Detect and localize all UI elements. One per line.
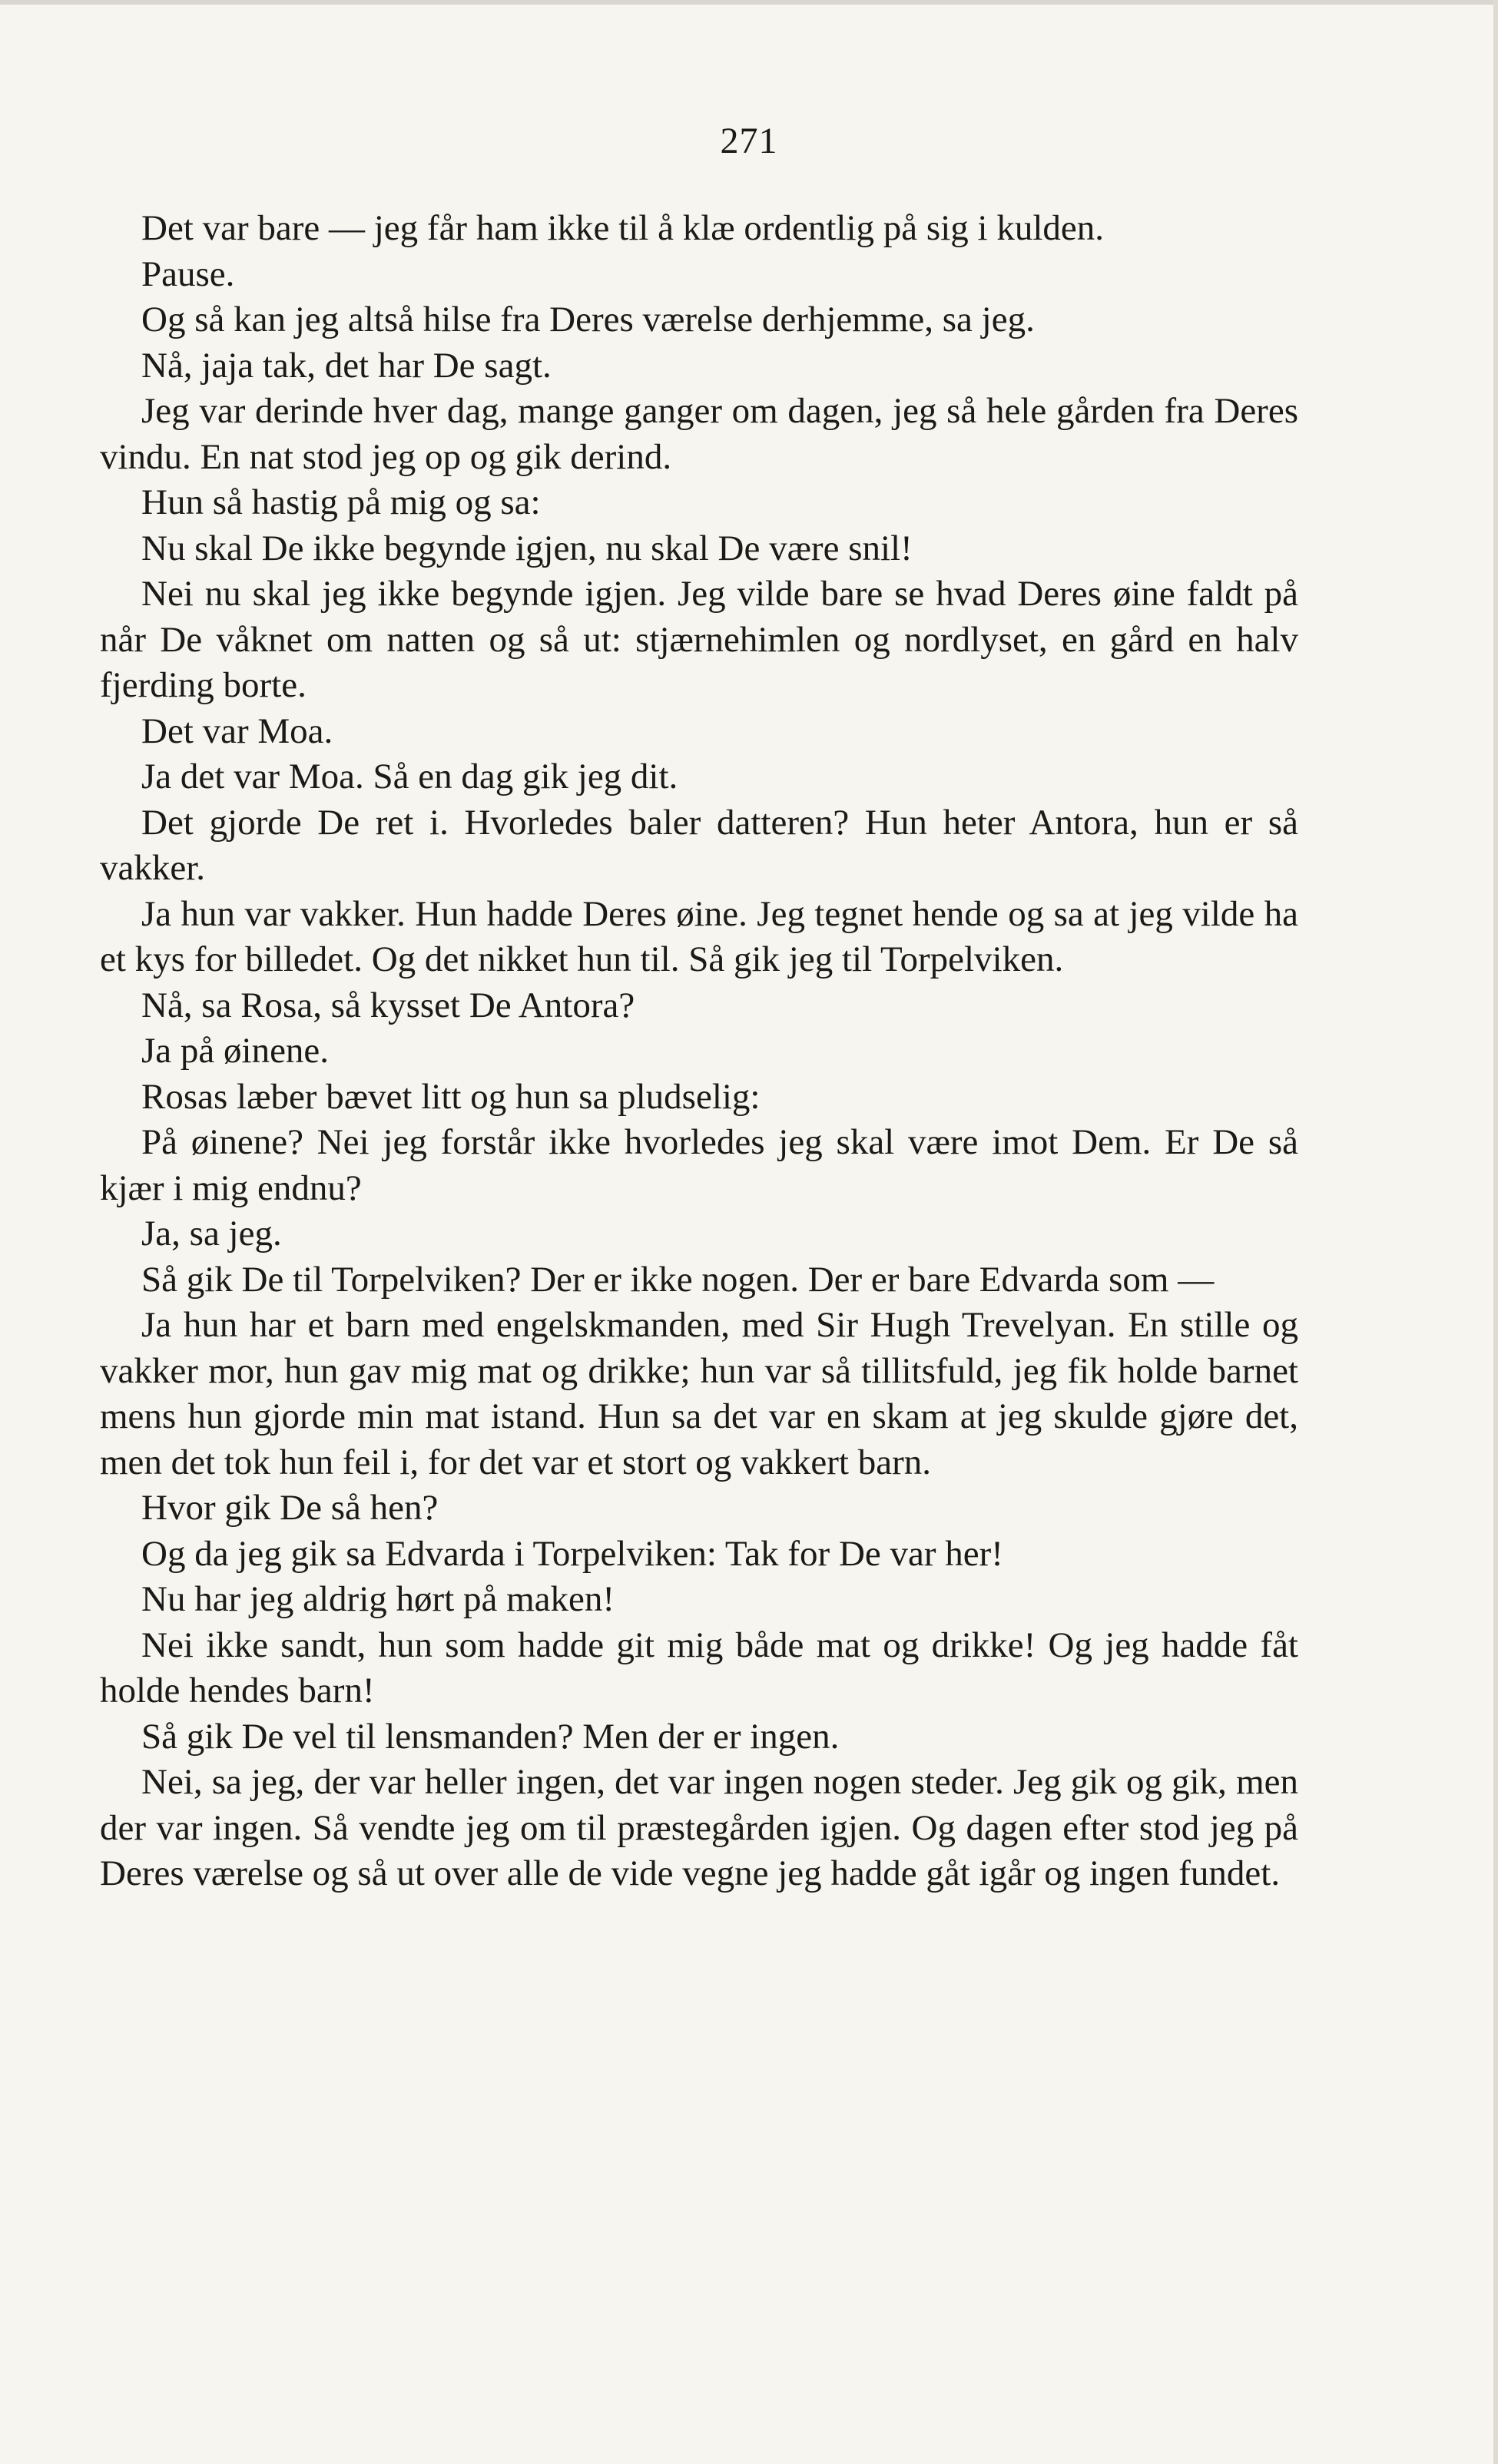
paragraph-19: Ja hun har et barn med engelskmanden, med Sir Hugh Trevelyan. En stille og vakker mor, hun gav mig mat og drikke; hun var så tillitsfuld, jeg fik holde barnet mens hun gjorde min mat istand. Hun sa det var en skam at jeg skulde gjøre det, men det tok hun feil i, for det var et stort og vakkert barn. [100,1305,1298,1482]
paragraph-6: Hun så hastig på mig og sa: [141,482,541,522]
page-number: 271 [720,121,778,161]
page-edge-right [1493,0,1498,2464]
paragraph-4: Nå, jaja tak, det har De sagt. [141,345,552,386]
paragraph-25: Nei, sa jeg, der var heller ingen, det var ingen nogen steder. Jeg gik og gik, men der var ingen. Så vendte jeg om til præstegården igjen. Og dagen efter stod jeg på Deres værelse og så ut over alle de vide vegne jeg hadde gåt igår og ingen fundet. [100,1762,1298,1893]
paragraph-24: Så gik De vel til lensmanden? Men der er ingen. [141,1716,840,1757]
paragraph-3: Og så kan jeg altså hilse fra Deres værelse derhjemme, sa jeg. [141,300,1035,339]
paragraph-9: Det var Moa. [141,710,333,751]
paragraph-14: Ja på øinene. [141,1031,330,1071]
paragraph-5: Jeg var derinde hver dag, mange ganger om dagen, jeg så hele gården fra Deres vindu. En nat stod jeg op og gik derind. [100,391,1298,477]
page-edge-top [0,0,1498,5]
paragraph-17: Ja, sa jeg. [141,1214,282,1254]
paragraph-2: Pause. [141,253,235,294]
paragraph-13: Nå, sa Rosa, så kysset De Antora? [141,985,635,1025]
paragraph-21: Og da jeg gik sa Edvarda i Torpelviken: Tak for De var her! [141,1533,1003,1574]
paragraph-11: Det gjorde De ret i. Hvorledes baler datteren? Hun heter Antora, hun er så vakker. [100,802,1298,888]
paragraph-15: Rosas læber bævet litt og hun sa pludselig: [141,1076,761,1117]
paragraph-18: Så gik De til Torpelviken? Der er ikke nogen. Der er bare Edvarda som — [141,1259,1215,1300]
paragraph-20: Hvor gik De så hen? [141,1488,439,1528]
paragraph-16: På øinene? Nei jeg forstår ikke hvorledes jeg skal være imot Dem. Er De så kjær i mig endnu? [100,1122,1298,1208]
paragraph-8: Nei nu skal jeg ikke begynde igjen. Jeg vilde bare se hvad Deres øine faldt på når De våknet om natten og så ut: stjærnehimlen og nordlyset, en gård en halv fjerding borte. [100,574,1298,705]
paragraph-1: Det var bare — jeg får ham ikke til å klæ ordentlig på sig i kulden. [141,208,1104,248]
paragraph-10: Ja det var Moa. Så en dag gik jeg dit. [141,757,678,796]
paragraph-23: Nei ikke sandt, hun som hadde git mig både mat og drikke! Og jeg hadde fåt holde hendes barn! [100,1624,1298,1711]
body-text [100,206,1298,1897]
paragraph-22: Nu har jeg aldrig hørt på maken! [141,1579,615,1619]
paragraph-7: Nu skal De ikke begynde igjen, nu skal De være snil! [141,528,913,568]
paragraph-12: Ja hun var vakker. Hun hadde Deres øine. Jeg tegnet hende og sa at jeg vilde ha et kys for billedet. Og det nikket hun til. Så gik jeg til Torpelviken. [100,893,1298,979]
